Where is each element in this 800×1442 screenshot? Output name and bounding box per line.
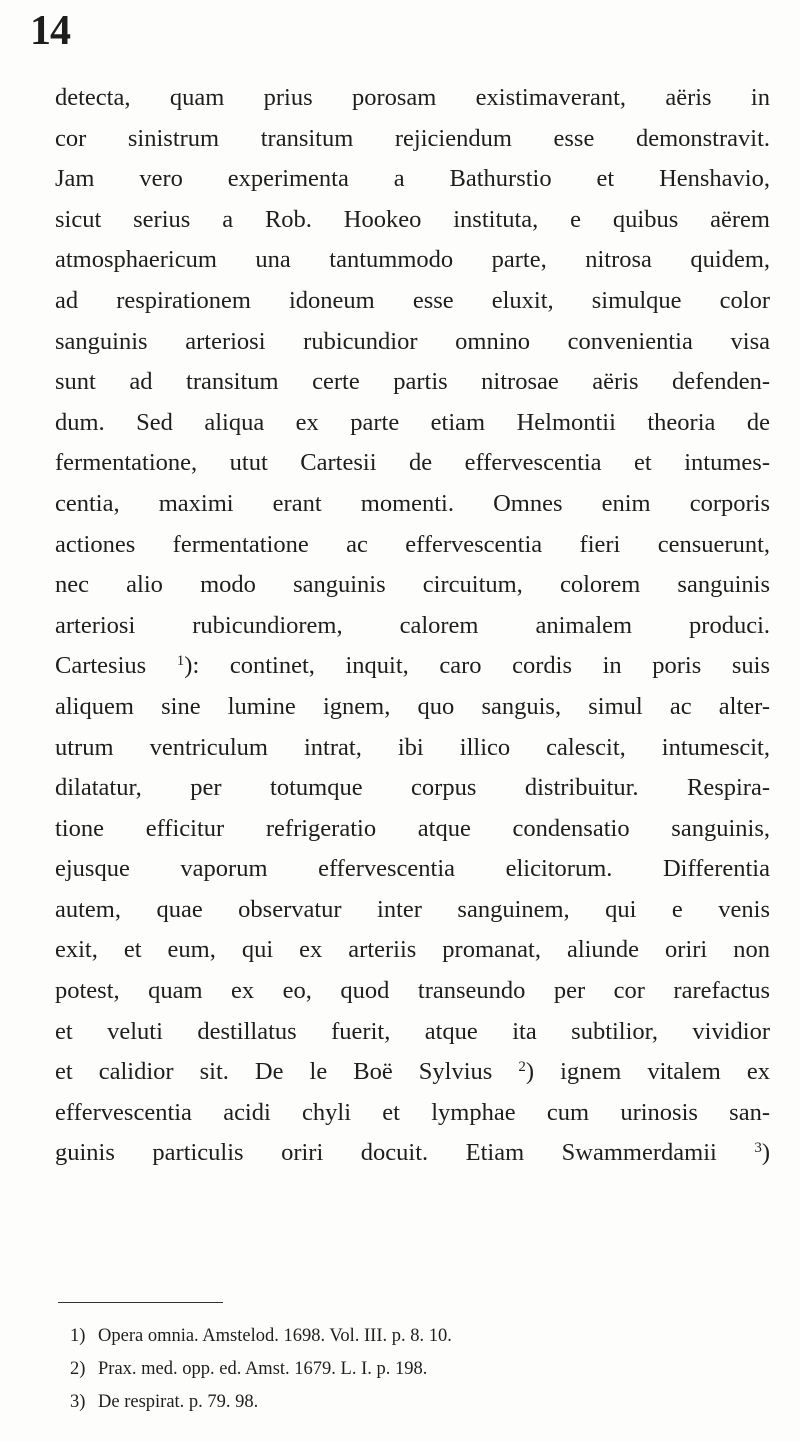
text-line bbox=[55, 1133, 770, 1174]
text-line: ad respirationem idoneum esse eluxit, simulque color bbox=[55, 286, 770, 314]
text-line: tione efficitur refrigeratio atque condensatio sanguinis, bbox=[55, 814, 770, 842]
footnote-number: 2) bbox=[70, 1359, 86, 1379]
text-line: fermentatione, utut Cartesii de effervescentia et intumes- bbox=[55, 449, 770, 477]
footnote-number: 3) bbox=[70, 1392, 86, 1412]
text-line: utrum ventriculum intrat, ibi illico calescit, intumescit, bbox=[55, 733, 770, 761]
text-line: dilatatur, per totumque corpus distribuitur. Respira- bbox=[55, 774, 770, 802]
text-line: centia, maximi erant momenti. Omnes enim corporis bbox=[55, 489, 770, 517]
text-line: cor sinistrum transitum rejiciendum esse demonstravit. bbox=[55, 124, 770, 152]
text-line: sunt ad transitum certe partis nitrosae aëris defenden- bbox=[55, 368, 770, 396]
text-line: atmosphaericum una tantummodo parte, nitrosa quidem, bbox=[55, 246, 770, 274]
text-line: aliquem sine lumine ignem, quo sanguis, simul ac alter- bbox=[55, 692, 770, 720]
text-line: autem, quae observatur inter sanguinem, qui e venis bbox=[55, 895, 770, 923]
text-line: effervescentia acidi chyli et lymphae cum urinosis san- bbox=[55, 1098, 770, 1126]
text-line bbox=[55, 646, 770, 687]
text-line: arteriosi rubicundiorem, calorem animalem produci. bbox=[55, 611, 770, 639]
text-segment: ) bbox=[761, 1139, 770, 1167]
footnotes bbox=[70, 1320, 670, 1419]
text-line: exit, et eum, qui ex arteriis promanat, aliunde oriri non bbox=[55, 936, 770, 964]
text-line: actiones fermentatione ac effervescentia fieri censuerunt, bbox=[55, 530, 770, 558]
text-line: sicut serius a Rob. Hookeo instituta, e quibus aërem bbox=[55, 205, 770, 233]
text-segment: Cartesius bbox=[55, 652, 147, 680]
text-segment: guinis particulis oriri docuit. Etiam Swammerdamii bbox=[55, 1139, 717, 1167]
text-line: dum. Sed aliqua ex parte etiam Helmontii theoria de bbox=[55, 408, 770, 436]
footnote-ref: 3 bbox=[754, 1140, 762, 1157]
footnote-text: Opera omnia. Amstelod. 1698. Vol. III. p. 8. 10. bbox=[98, 1326, 452, 1346]
footnote-number: 1) bbox=[70, 1326, 86, 1346]
text-line: nec alio modo sanguinis circuitum, colorem sanguinis bbox=[55, 571, 770, 599]
footnote-ref: 1 bbox=[176, 653, 185, 670]
footnote bbox=[70, 1320, 670, 1353]
text-line: et veluti destillatus fuerit, atque ita subtilior, vividior bbox=[55, 1017, 770, 1045]
page-number: 14 bbox=[30, 8, 70, 54]
text-line: potest, quam ex eo, quod transeundo per cor rarefactus bbox=[55, 977, 770, 1005]
text-segment: ) ignem vitalem ex bbox=[525, 1058, 770, 1086]
text-segment: et calidior sit. De le Boë Sylvius bbox=[55, 1058, 493, 1086]
footnote-ref: 2 bbox=[518, 1059, 526, 1076]
footnote-text: Prax. med. opp. ed. Amst. 1679. L. I. p. 198. bbox=[98, 1359, 428, 1379]
text-line bbox=[55, 1052, 770, 1093]
text-line: Jam vero experimenta a Bathurstio et Henshavio, bbox=[55, 165, 770, 193]
footnote-divider bbox=[58, 1302, 223, 1303]
text-line: detecta, quam prius porosam existimaverant, aëris in bbox=[55, 84, 770, 111]
body-text bbox=[55, 78, 770, 1174]
text-segment: ): continet, inquit, caro cordis in poris suis bbox=[184, 652, 770, 680]
footnote-text: De respirat. p. 79. 98. bbox=[98, 1392, 259, 1412]
footnote bbox=[70, 1353, 670, 1386]
text-line: ejusque vaporum effervescentia elicitorum. Differentia bbox=[55, 855, 770, 883]
text-line: sanguinis arteriosi rubicundior omnino convenientia visa bbox=[55, 327, 770, 355]
footnote bbox=[70, 1386, 670, 1419]
